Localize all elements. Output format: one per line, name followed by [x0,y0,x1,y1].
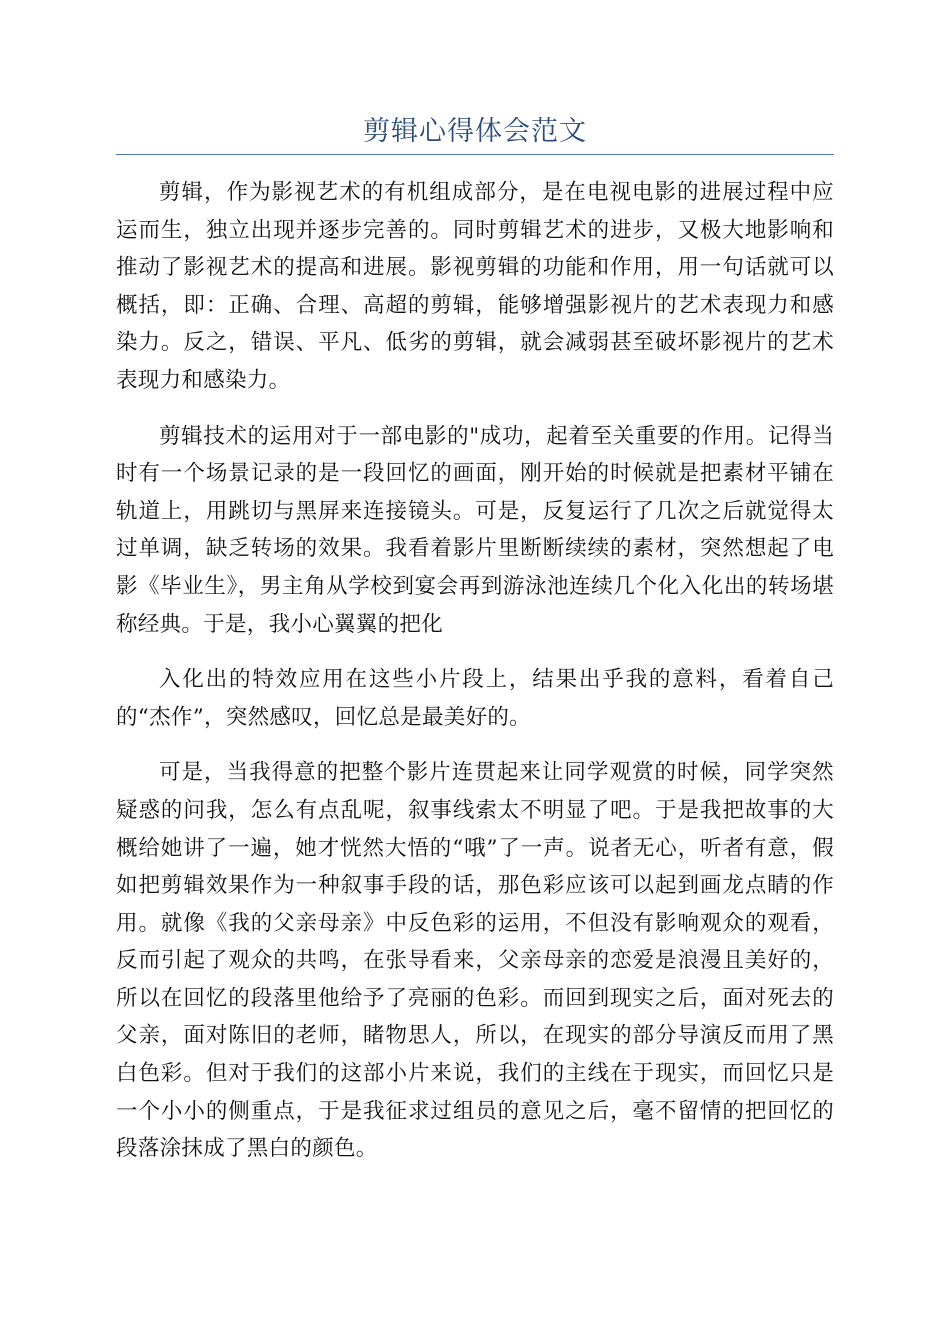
paragraph: 剪辑技术的运用对于一部电影的"成功，起着至关重要的作用。记得当时有一个场景记录的是一段回忆的画面，刚开始的时候就是把素材平铺在轨道上，用跳切与黑屏来连接镜头。可是，反复运行了几次之后就觉得太过单调，缺乏转场的效果。我看着影片里断断续续的素材，突然想起了电影《毕业生》，男主角从学校到宴会再到游泳池连续几个化入化出的转场堪称经典。于是，我小心翼翼的把化 [116,423,834,637]
title-underline [116,154,834,155]
paragraph: 剪辑，作为影视艺术的有机组成部分，是在电视电影的进展过程中应运而生，独立出现并逐步完善的。同时剪辑艺术的进步，又极大地影响和推动了影视艺术的提高和进展。影视剪辑的功能和作用，用一句话就可以概括，即：正确、合理、高超的剪辑，能够增强影视片的艺术表现力和感染力。反之，错误、平凡、低劣的剪辑，就会减弱甚至破坏影视片的艺术表现力和感染力。 [116,180,834,393]
document-title: 剪辑心得体会范文 [363,116,587,147]
document-body [116,174,834,1186]
paragraph: 可是，当我得意的把整个影片连贯起来让同学观赏的时候，同学突然疑惑的问我，怎么有点乱呢，叙事线索太不明显了吧。于是我把故事的大概给她讲了一遍，她才恍然大悟的“哦”了一声。说者无心，听者有意，假如把剪辑效果作为一种叙事手段的话，那色彩应该可以起到画龙点睛的作用。就像《我的父亲母亲》中反色彩的运用，不但没有影响观众的观看，反而引起了观众的共鸣，在张导看来，父亲母亲的恋爱是浪漫且美好的，所以在回忆的段落里他给予了亮丽的色彩。而回到现实之后，面对死去的父亲，面对陈旧的老师，睹物思人，所以，在现实的部分导演反而用了黑白色彩。但对于我们的这部小片来说，我们的主线在于现实，而回忆只是一个小小的侧重点，于是我征求过组员的意见之后，毫不留情的把回忆的段落涂抹成了黑白的颜色。 [116,760,834,1162]
paragraph: 入化出的特效应用在这些小片段上，结果出乎我的意料，看着自己的“杰作”，突然感叹，回忆总是最美好的。 [116,667,834,730]
